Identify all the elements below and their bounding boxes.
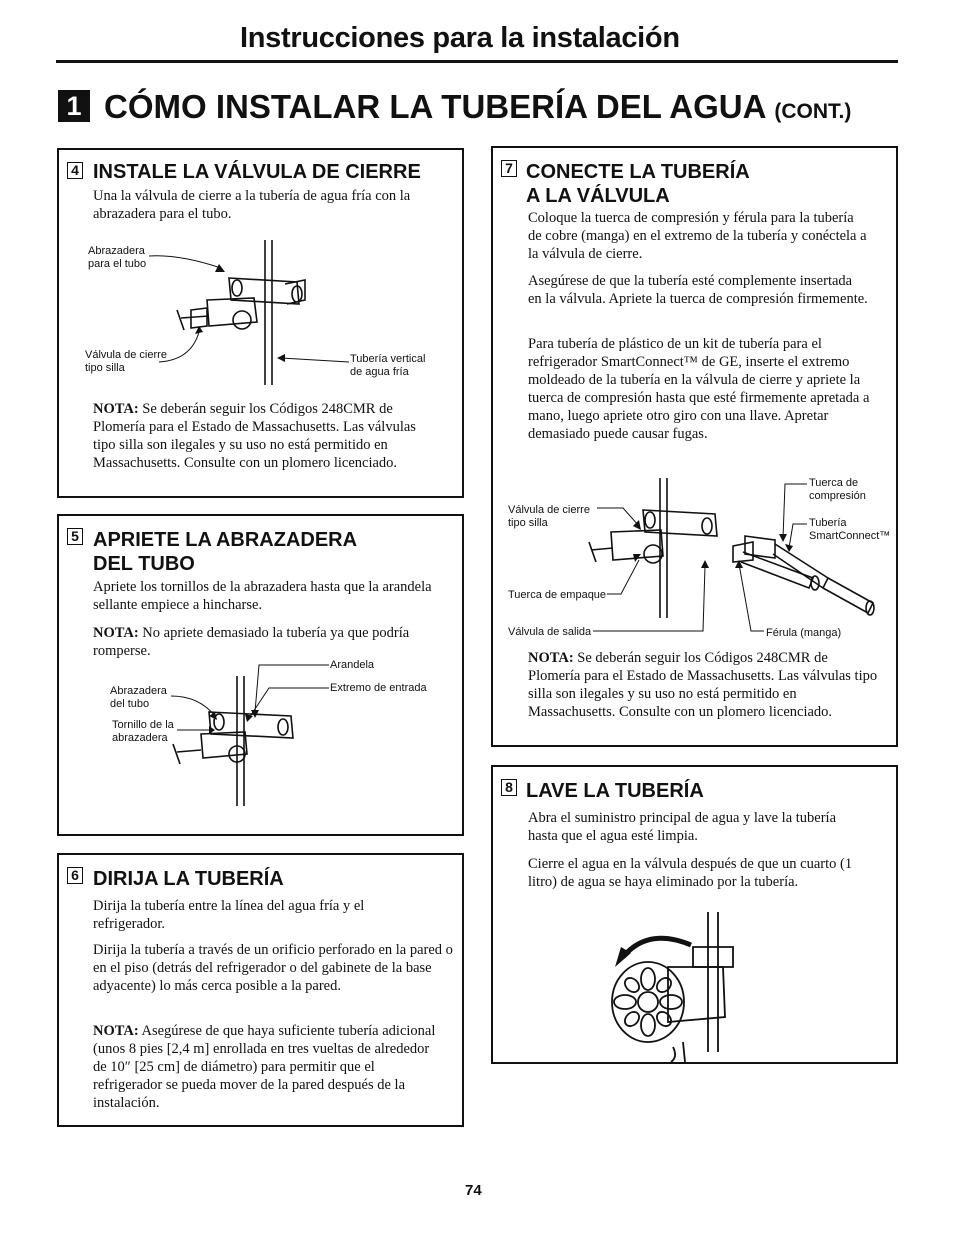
step-text: Apriete los tornillos de la abrazadera hasta que la arandela sellante empiece a hincharse.	[93, 579, 432, 613]
step-title: DIRIJA LA TUBERÍA	[93, 868, 284, 890]
step-number: 8	[501, 779, 517, 796]
step-number: 6	[67, 867, 83, 884]
step-text-1: Coloque la tuerca de compresión y férula para la tubería de cobre (manga) en el extremo de la tubería y conéctela a la válvula de cierre.	[528, 210, 867, 262]
note-text: No apriete demasiado la tubería ya que podría romperse.	[93, 625, 410, 659]
step-title-line1: CONECTE LA TUBERÍA	[526, 161, 750, 183]
step-note	[93, 1022, 438, 1112]
section-title-cont: (CONT.)	[774, 100, 852, 123]
label-outlet-valve: Válvula de salida	[508, 626, 592, 638]
label-pipe-clamp: Abrazadera del tubo	[110, 685, 167, 710]
step-4-box	[57, 148, 464, 498]
step-title: LAVE LA TUBERÍA	[526, 780, 704, 802]
step-number: 7	[501, 160, 517, 177]
step-title-line1: APRIETE LA ABRAZADERA	[93, 529, 358, 551]
step-text-1: Abra el suministro principal de agua y lave la tubería hasta que el agua esté limpia.	[528, 810, 837, 844]
step-text-2: Dirija la tubería a través de un orificio perforado en la pared o en el piso (detrás del refrigerador o del gabinete de la base adyacente) lo más cerca posible a la pared.	[93, 942, 453, 994]
section-title	[104, 88, 851, 126]
note-text: Asegúrese de que haya suficiente tubería adicional (unos 8 pies [2,4 m] enrollada en tres vueltas de alrededor de 10″ [25 cm] de diámetro) para permitir que el refrigerador se pueda mover de la pared después de la instalación.	[93, 1023, 436, 1111]
step-number: 4	[67, 162, 83, 179]
label-clamp-screw: Tornillo de la abrazadera	[112, 719, 174, 744]
page-header-title: Instrucciones para la instalación	[240, 22, 680, 54]
step-note	[93, 400, 433, 472]
note-label: NOTA:	[93, 625, 139, 641]
step-text: Una la válvula de cierre a la tubería de agua fría con la abrazadera para el tubo.	[93, 188, 411, 222]
label-compression-nut: Tuerca de compresión	[809, 477, 866, 502]
header-rule	[56, 60, 898, 63]
label-packing-nut: Tuerca de empaque	[508, 589, 607, 601]
label-clamp: Abrazadera para el tubo	[88, 245, 147, 270]
step-text-1: Dirija la tubería entre la línea del agua fría y el refrigerador.	[93, 898, 365, 932]
step-text-3: Para tubería de plástico de un kit de tubería para el refrigerador SmartConnect™ de GE, inserte el extremo moldeado de la tubería en la válvula de cierre y apriete la tuerca de compresión hasta que esté firmemente apretada a mano, luego apriete otro giro con una llave. Apretar demasiado puede causar fugas.	[528, 336, 870, 442]
note-text: Se deberán seguir los Códigos 248CMR de Plomería para el Estado de Massachusetts. Las válvulas tipo silla son ilegales y su uso no está permitido en Massachusetts. Consulte con un plomero licenciado.	[93, 401, 416, 471]
note-text: Se deberán seguir los Códigos 248CMR de Plomería para el Estado de Massachusetts. Las válvulas tipo silla son ilegales y su uso no está permitido en Massachusetts. Consulte con un plomero licenciado.	[528, 650, 878, 720]
label-washer: Arandela	[330, 659, 375, 671]
step-7-box	[491, 146, 898, 747]
pipe-clamp-illustration	[59, 516, 466, 838]
step-5-box	[57, 514, 464, 836]
step-text-2: Cierre el agua en la válvula después de que un cuarto (1 litro) de agua se haya eliminado por la tubería.	[528, 856, 853, 890]
note-label: NOTA:	[93, 401, 139, 417]
note-label: NOTA:	[93, 1023, 139, 1039]
note-label: NOTA:	[528, 650, 574, 666]
label-smartconnect-tubing: Tubería SmartConnect™	[809, 517, 891, 542]
step-title: INSTALE LA VÁLVULA DE CIERRE	[93, 161, 421, 183]
label-ferrule: Férula (manga)	[766, 627, 842, 639]
label-saddle-valve: Válvula de cierre tipo silla	[85, 349, 167, 374]
page-number: 74	[465, 1182, 482, 1199]
flush-valve-illustration	[493, 767, 900, 1066]
label-inlet-end: Extremo de entrada	[330, 682, 427, 694]
step-note	[528, 649, 878, 721]
label-cold-water-pipe: Tubería vertical de agua fría	[350, 353, 426, 378]
section-title-text: CÓMO INSTALAR LA TUBERÍA DEL AGUA	[104, 88, 766, 125]
label-saddle-valve: Válvula de cierre tipo silla	[508, 504, 590, 529]
step-title-line2: A LA VÁLVULA	[526, 185, 670, 207]
step-text-2: Asegúrese de que la tubería esté complemente insertada en la válvula. Apriete la tuerca de compresión firmemente.	[528, 273, 868, 307]
step-8-box	[491, 765, 898, 1064]
step-title-line2: DEL TUBO	[93, 553, 195, 575]
step-number: 5	[67, 528, 83, 545]
section-number-badge: 1	[58, 90, 90, 122]
step-6-box	[57, 853, 464, 1127]
